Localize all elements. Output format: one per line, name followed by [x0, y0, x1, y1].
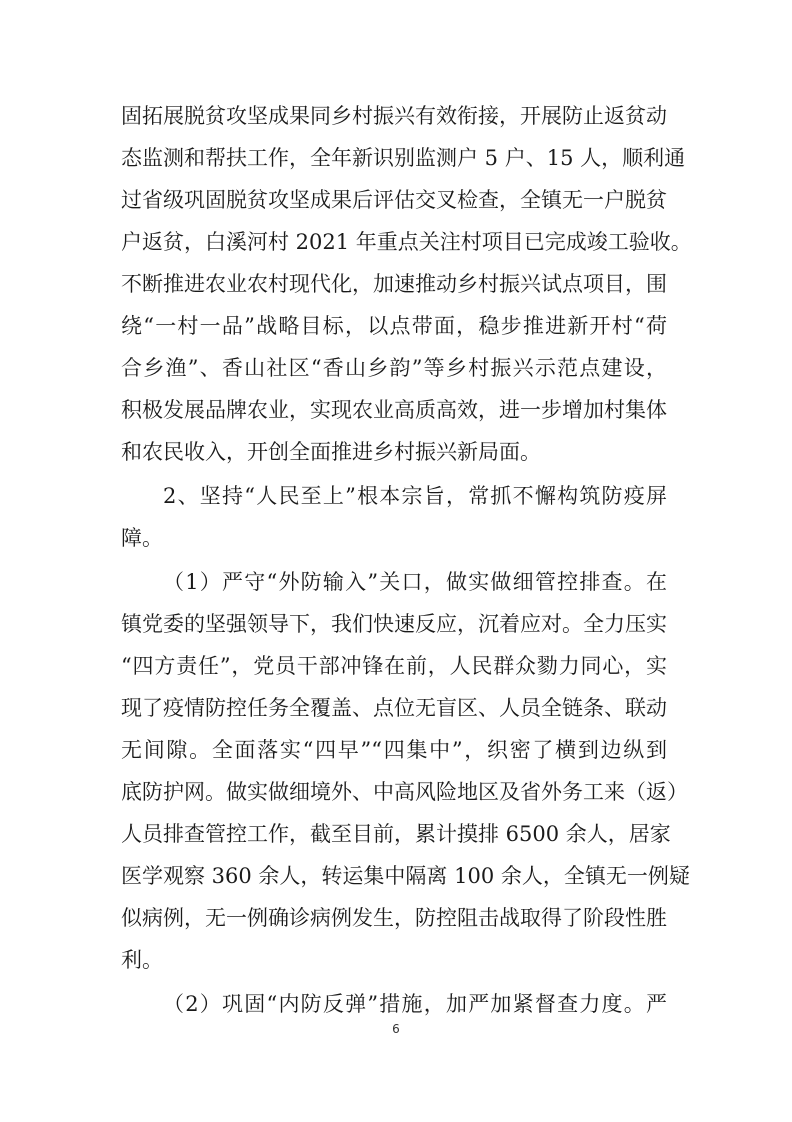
body-line: 态监测和帮扶工作，全年新识别监测户 5 户、15 人，顺利通 [121, 146, 686, 170]
body-line: 固拓展脱贫攻坚成果同乡村振兴有效衔接，开展防止返贫动 [121, 104, 667, 128]
body-line: 户返贫，白溪河村 2021 年重点关注村项目已完成竣工验收。 [121, 230, 692, 254]
section-heading-line: 障。 [121, 526, 163, 550]
body-line: 不断推进农业农村现代化，加速推动乡村振兴试点项目，围 [121, 272, 667, 296]
body-line: 和农民收入，开创全面推进乡村振兴新局面。 [121, 440, 541, 464]
body-line: 绕“一村一品”战略目标，以点带面，稳步推进新开村“荷 [121, 314, 667, 338]
subsection-heading-line: （2）巩固“内防反弹”措施，加严加紧督查力度。严 [163, 992, 667, 1016]
body-line: 过省级巩固脱贫攻坚成果后评估交叉检查，全镇无一户脱贫 [121, 188, 667, 212]
body-line: 无间隙。全面落实“四早”“四集中”，织密了横到边纵到 [121, 738, 667, 762]
body-line: 合乡渔”、香山社区“香山乡韵”等乡村振兴示范点建设， [121, 356, 667, 380]
body-line: 利。 [121, 948, 163, 972]
body-line: 似病例，无一例确诊病例发生，防控阻击战取得了阶段性胜 [121, 906, 667, 930]
body-line: 积极发展品牌农业，实现农业高质高效，进一步增加村集体 [121, 398, 667, 422]
body-line: 底防护网。做实做细境外、中高风险地区及省外务工来（返） [121, 780, 688, 804]
body-line: “四方责任”，党员干部冲锋在前，人民群众勠力同心，实 [121, 654, 667, 678]
body-line: 人员排查管控工作，截至目前，累计摸排 6500 余人，居家 [121, 822, 671, 846]
subsection-heading-line: （1）严守“外防输入”关口，做实做细管控排查。在 [163, 570, 667, 594]
body-line: 镇党委的坚强领导下，我们快速反应，沉着应对。全力压实 [121, 612, 667, 636]
section-heading-line: 2、坚持“人民至上”根本宗旨，常抓不懈构筑防疫屏 [163, 484, 667, 508]
body-line: 医学观察 360 余人，转运集中隔离 100 余人，全镇无一例疑 [121, 864, 690, 888]
page-number: 6 [392, 1022, 400, 1036]
body-line: 现了疫情防控任务全覆盖、点位无盲区、人员全链条、联动 [121, 696, 667, 720]
